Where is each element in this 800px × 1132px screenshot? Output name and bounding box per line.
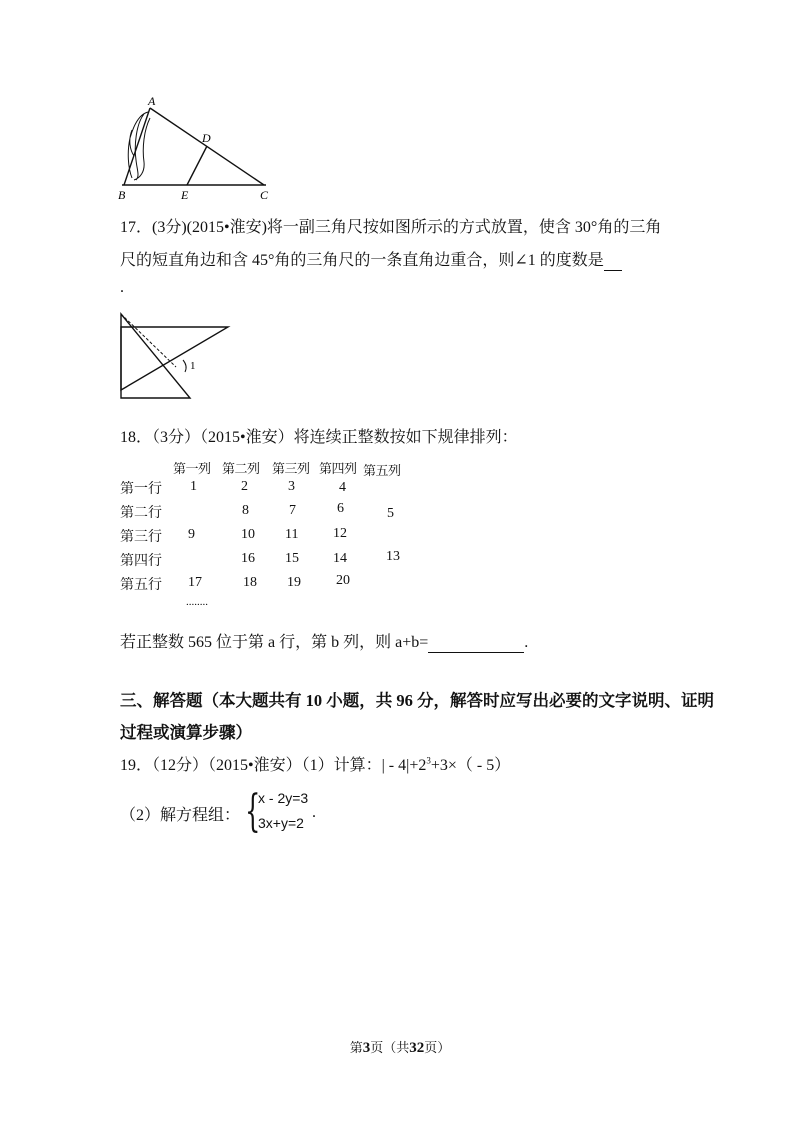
grid-cell: 10 [241, 527, 255, 542]
label-a: A [148, 94, 156, 108]
grid-cell: 7 [289, 503, 296, 518]
dashed-edge [121, 314, 176, 367]
grid-cell: 13 [386, 549, 400, 564]
system-brace: { [245, 786, 261, 837]
grid-header-col1: 第一列 [173, 461, 211, 476]
equation-1: x - 2y=3 [258, 790, 309, 806]
grid-cell: 11 [285, 527, 299, 542]
page-footer [0, 1037, 800, 1057]
q18-question-end: . [524, 634, 529, 651]
q19-part2-end: . [312, 804, 316, 821]
footer-page-number: 3 [362, 1040, 371, 1056]
q18-question-text: 若正整数 565 位于第 a 行，第 b 列，则 a+b= [120, 634, 429, 651]
grid-header-col4: 第四列 [319, 461, 357, 476]
q17-end: . [120, 279, 124, 296]
footer-total-pages: 32 [409, 1040, 425, 1056]
label-e: E [181, 188, 189, 202]
angle-1-label: 1 [190, 360, 196, 372]
q19-part1-prefix: 19．（12分）（2015•淮安）（1）计算：| - 4|+2 [120, 757, 427, 774]
q19-part1-suffix: +3×（ - 5） [430, 757, 511, 774]
label-c: C [260, 188, 269, 202]
figure-set-squares [118, 310, 233, 402]
label-b: B [118, 188, 126, 202]
segment-ab [124, 108, 150, 185]
grid-cell: 20 [336, 573, 350, 588]
grid-cell: 9 [188, 527, 195, 542]
grid-header-col2: 第二列 [222, 461, 260, 476]
grid-row2-label: 第二行 [120, 506, 162, 521]
grid-header-col3: 第三列 [272, 461, 310, 476]
q19-part1 [120, 752, 510, 775]
q17-line1: 17．(3分)(2015•淮安)将一副三角尺按如图所示的方式放置，使含 30°角的三角 [120, 219, 662, 236]
grid-cell: 4 [339, 480, 346, 495]
segment-de [187, 146, 207, 185]
grid-cell: 5 [387, 506, 394, 521]
grid-cell: 6 [337, 501, 344, 516]
section3-heading-line1: 三、解答题（本大题共有 10 小题，共 96 分，解答时应写出必要的文字说明、证明 [120, 691, 714, 710]
square-30 [121, 327, 228, 390]
grid-row1-label: 第一行 [120, 482, 162, 497]
figure-triangle-abc [110, 90, 290, 205]
q19-exponent: 3 [426, 755, 431, 766]
q18-intro: 18．（3分）（2015•淮安）将连续正整数按如下规律排列： [120, 429, 518, 446]
section3-heading-line2: 过程或演算步骤） [120, 723, 252, 742]
grid-cell: 16 [241, 551, 255, 566]
grid-cell: 18 [243, 575, 257, 590]
q17-line2-text: 尺的短直角边和含 45°角的三角尺的一条直角边重合，则∠1 的度数是 [120, 252, 604, 269]
footer-pre: 第 [349, 1040, 363, 1055]
grid-row5-label: 第五行 [120, 578, 162, 593]
grid-cell: 14 [333, 551, 347, 566]
label-d: D [202, 131, 211, 145]
grid-continuation-dots: ........ [186, 596, 208, 608]
grid-cell: 17 [188, 575, 202, 590]
fold-scribble [128, 112, 150, 180]
grid-cell: 3 [288, 479, 295, 494]
q17-line2 [120, 247, 622, 271]
footer-post: 页） [424, 1040, 451, 1055]
q18-answer-blank [428, 634, 524, 653]
grid-row4-label: 第四行 [120, 554, 162, 569]
q19-part2-label: （2）解方程组： [120, 807, 241, 824]
grid-row3-label: 第三行 [120, 530, 162, 545]
grid-cell: 12 [333, 526, 347, 541]
grid-cell: 8 [242, 503, 249, 518]
grid-cell: 19 [287, 575, 301, 590]
angle-arc [183, 360, 186, 372]
grid-cell: 2 [241, 479, 248, 494]
equation-2: 3x+y=2 [258, 815, 304, 831]
grid-header-col5: 第五列 [363, 463, 401, 478]
q18-question [120, 629, 528, 653]
grid-cell: 1 [190, 479, 197, 494]
q17-answer-blank [604, 252, 622, 271]
grid-cell: 15 [285, 551, 299, 566]
footer-mid: 页（共 [370, 1040, 410, 1055]
